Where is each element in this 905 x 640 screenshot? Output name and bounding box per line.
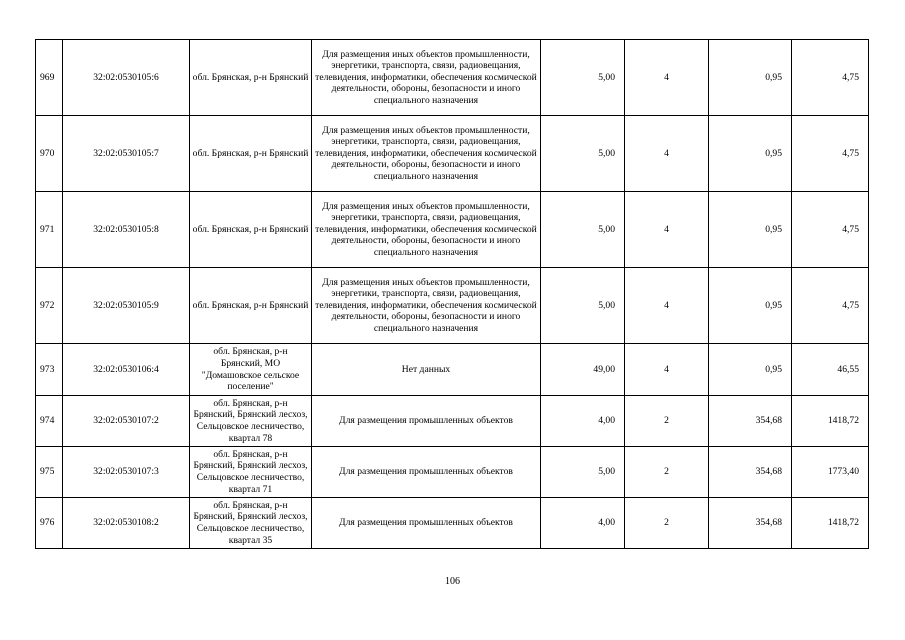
row-number: 975 [36,447,63,498]
plot-address: обл. Брянская, р-н Брянский [190,116,312,192]
rate-value: 354,68 [709,498,792,549]
row-number: 971 [36,192,63,268]
use-group: 2 [625,396,709,447]
total-value: 46,55 [792,344,869,396]
cadastral-number: 32:02:0530105:9 [63,268,190,344]
total-value: 1418,72 [792,396,869,447]
cadastral-number: 32:02:0530106:4 [63,344,190,396]
cadastral-number: 32:02:0530108:2 [63,498,190,549]
plot-address: обл. Брянская, р-н Брянский [190,268,312,344]
rate-value: 0,95 [709,192,792,268]
plot-area: 49,00 [541,344,625,396]
permitted-use: Для размещения иных объектов промышленности, энергетики, транспорта, связи, радиовещания, телевидения, информатики, обеспечения космической деятельности, обороны, безопасности и иного специального назначения [312,116,541,192]
plot-area: 5,00 [541,268,625,344]
rate-value: 0,95 [709,268,792,344]
cadastral-number: 32:02:0530105:8 [63,192,190,268]
cadastral-number: 32:02:0530105:7 [63,116,190,192]
use-group: 2 [625,447,709,498]
rate-value: 0,95 [709,116,792,192]
table-row [36,40,869,116]
plot-area: 5,00 [541,116,625,192]
rate-value: 354,68 [709,447,792,498]
table-row [36,396,869,447]
table-row [36,116,869,192]
plot-area: 5,00 [541,40,625,116]
cadastral-number: 32:02:0530107:2 [63,396,190,447]
permitted-use: Для размещения иных объектов промышленности, энергетики, транспорта, связи, радиовещания, телевидения, информатики, обеспечения космической деятельности, обороны, безопасности и иного специального назначения [312,40,541,116]
plot-area: 4,00 [541,498,625,549]
plot-area: 4,00 [541,396,625,447]
plot-address: обл. Брянская, р-н Брянский, Брянский лесхоз, Сельцовское лесничество, квартал 71 [190,447,312,498]
total-value: 1773,40 [792,447,869,498]
plot-area: 5,00 [541,192,625,268]
table-row [36,344,869,396]
use-group: 4 [625,116,709,192]
cadastral-number: 32:02:0530107:3 [63,447,190,498]
rate-value: 354,68 [709,396,792,447]
row-number: 976 [36,498,63,549]
total-value: 4,75 [792,40,869,116]
plot-area: 5,00 [541,447,625,498]
cadastral-number: 32:02:0530105:6 [63,40,190,116]
plot-address: обл. Брянская, р-н Брянский, Брянский лесхоз, Сельцовское лесничество, квартал 78 [190,396,312,447]
rate-value: 0,95 [709,344,792,396]
plot-address: обл. Брянская, р-н Брянский [190,40,312,116]
permitted-use: Для размещения иных объектов промышленности, энергетики, транспорта, связи, радиовещания, телевидения, информатики, обеспечения космической деятельности, обороны, безопасности и иного специального назначения [312,192,541,268]
rate-value: 0,95 [709,40,792,116]
row-number: 973 [36,344,63,396]
total-value: 4,75 [792,192,869,268]
row-number: 969 [36,40,63,116]
row-number: 972 [36,268,63,344]
plot-address: обл. Брянская, р-н Брянский [190,192,312,268]
total-value: 1418,72 [792,498,869,549]
use-group: 4 [625,192,709,268]
permitted-use: Для размещения промышленных объектов [312,396,541,447]
table-row [36,192,869,268]
use-group: 4 [625,268,709,344]
use-group: 4 [625,344,709,396]
land-plots-table [35,39,869,549]
permitted-use: Для размещения иных объектов промышленности, энергетики, транспорта, связи, радиовещания, телевидения, информатики, обеспечения космической деятельности, обороны, безопасности и иного специального назначения [312,268,541,344]
plot-address: обл. Брянская, р-н Брянский, Брянский лесхоз, Сельцовское лесничество, квартал 35 [190,498,312,549]
table-row [36,498,869,549]
use-group: 2 [625,498,709,549]
row-number: 974 [36,396,63,447]
table-row [36,447,869,498]
row-number: 970 [36,116,63,192]
total-value: 4,75 [792,116,869,192]
page-number: 106 [445,576,460,587]
permitted-use: Нет данных [312,344,541,396]
plot-address: обл. Брянская, р-н Брянский, МО "Домашовское сельское поселение" [190,344,312,396]
total-value: 4,75 [792,268,869,344]
permitted-use: Для размещения промышленных объектов [312,498,541,549]
permitted-use: Для размещения промышленных объектов [312,447,541,498]
table-row [36,268,869,344]
use-group: 4 [625,40,709,116]
